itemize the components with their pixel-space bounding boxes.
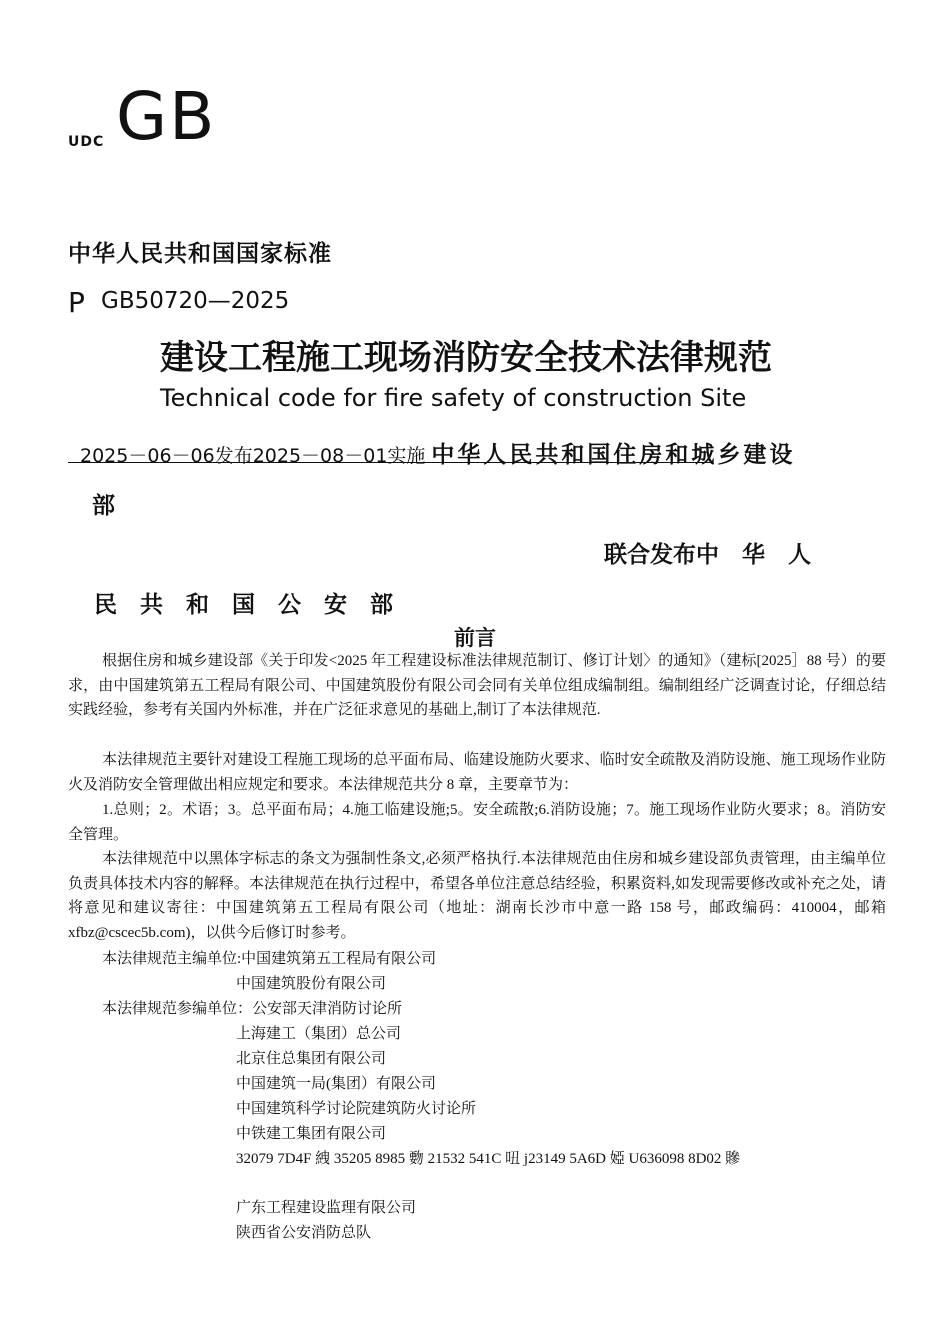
participant-unit: 北京住总集团有限公司 [236,1051,387,1067]
chief-editor-unit: 中国建筑第五工程局有限公司 [241,951,437,967]
preface-paragraph: 本法律规范中以黑体字标志的条文为强制性条文,必须严格执行.本法律规范由住房和城乡建设部负责管理，由主编单位负责具体技术内容的解释。本法律规范在执行过程中，希望各单位注意总结经验，积累资料,如发现需要修改或补充之处，请将意见和建议寄往：中国建筑第五工程局有限公司（地址：湖南长沙市中意一路 158 号，邮政编码：410004，邮箱 xfbz@cscec5b.com)，以供今后修订时参考。 [68,851,886,941]
gb-logo-text: GB [116,78,217,155]
classification-p-mark: P [68,286,85,319]
preface-paragraph: 根据住房和城乡建设部《关于印发<2025 年工程建设标准法律规范制订、修订计划〉的通知》（建标[2025］88 号）的要求，由中国建筑第五工程局有限公司、中国建筑股份有限公司会同有关单位组成编制组。编制组经广泛调查讨论，仔细总结实践经验，参考有关国内外标准，并在广泛征求意见的基础上,制订了本法律规范. [68,653,886,719]
participant-unit: 中铁建工集团有限公司 [236,1126,387,1142]
document-title-cn: 建设工程施工现场消防安全技术法律规范 [160,338,772,378]
chief-editor-label: 本法律规范主编单位: [102,951,242,967]
chief-editor-row [102,947,436,972]
participant-unit: 公安部天津消防讨论所 [252,1001,403,1017]
participant-unit: 上海建工（集团）总公司 [236,1026,402,1042]
national-standard-heading: 中华人民共和国国家标准 [68,241,332,267]
preface-paragraph: 本法律规范主要针对建设工程施工现场的总平面布局、临建设施防火要求、临时安全疏散及消防设施、施工现场作业防火及消防安全管理做出相应规定和要求。本法律规范共分 8 章，主要章节为： [68,752,886,793]
udc-label: UDC [68,134,105,150]
preface-title: 前言 [454,626,496,650]
participant-unit: 中国建筑一局(集团）有限公司 [236,1076,436,1092]
jointly-issued-label: 联合发布中 华 人 [604,542,811,568]
preface-paragraph: 1.总则；2。术语；3。总平面布局；4.施工临建设施;5。安全疏散;6.消防设施；7。施工现场作业防火要求；8。消防安全管理。 [68,802,886,843]
document-title-en: Technical code for fire safety of construction Site [160,384,747,412]
chief-editor-unit: 中国建筑股份有限公司 [236,976,387,992]
participant-unit: 广东工程建设监理有限公司 [236,1200,417,1216]
participant-unit: 陕西省公安消防总队 [236,1225,372,1241]
issuer-ministry-housing: 中华人民共和国住房和城乡建设 [431,442,796,468]
publish-row [68,436,795,469]
issuer-ministry-housing-end: 部 [92,493,115,519]
participant-unit: 中国建筑科学讨论院建筑防火讨论所 [236,1101,477,1117]
garbled-text-line: 32079 7D4F 絏 35205 8985 覅 21532 541C 吜 j23149 5A6D 婭 U636098 8D02 贂 [236,1151,741,1167]
standard-code: GB50720—2025 [101,288,290,314]
publish-dates: 2025－06－06发布2025－08－01实施 [80,445,426,467]
participant-row [102,997,402,1022]
participant-label: 本法律规范参编单位： [102,1001,253,1017]
publish-divider [68,462,713,463]
issuer-ministry-public-security: 民 共 和 国 公 安 部 [94,592,393,618]
